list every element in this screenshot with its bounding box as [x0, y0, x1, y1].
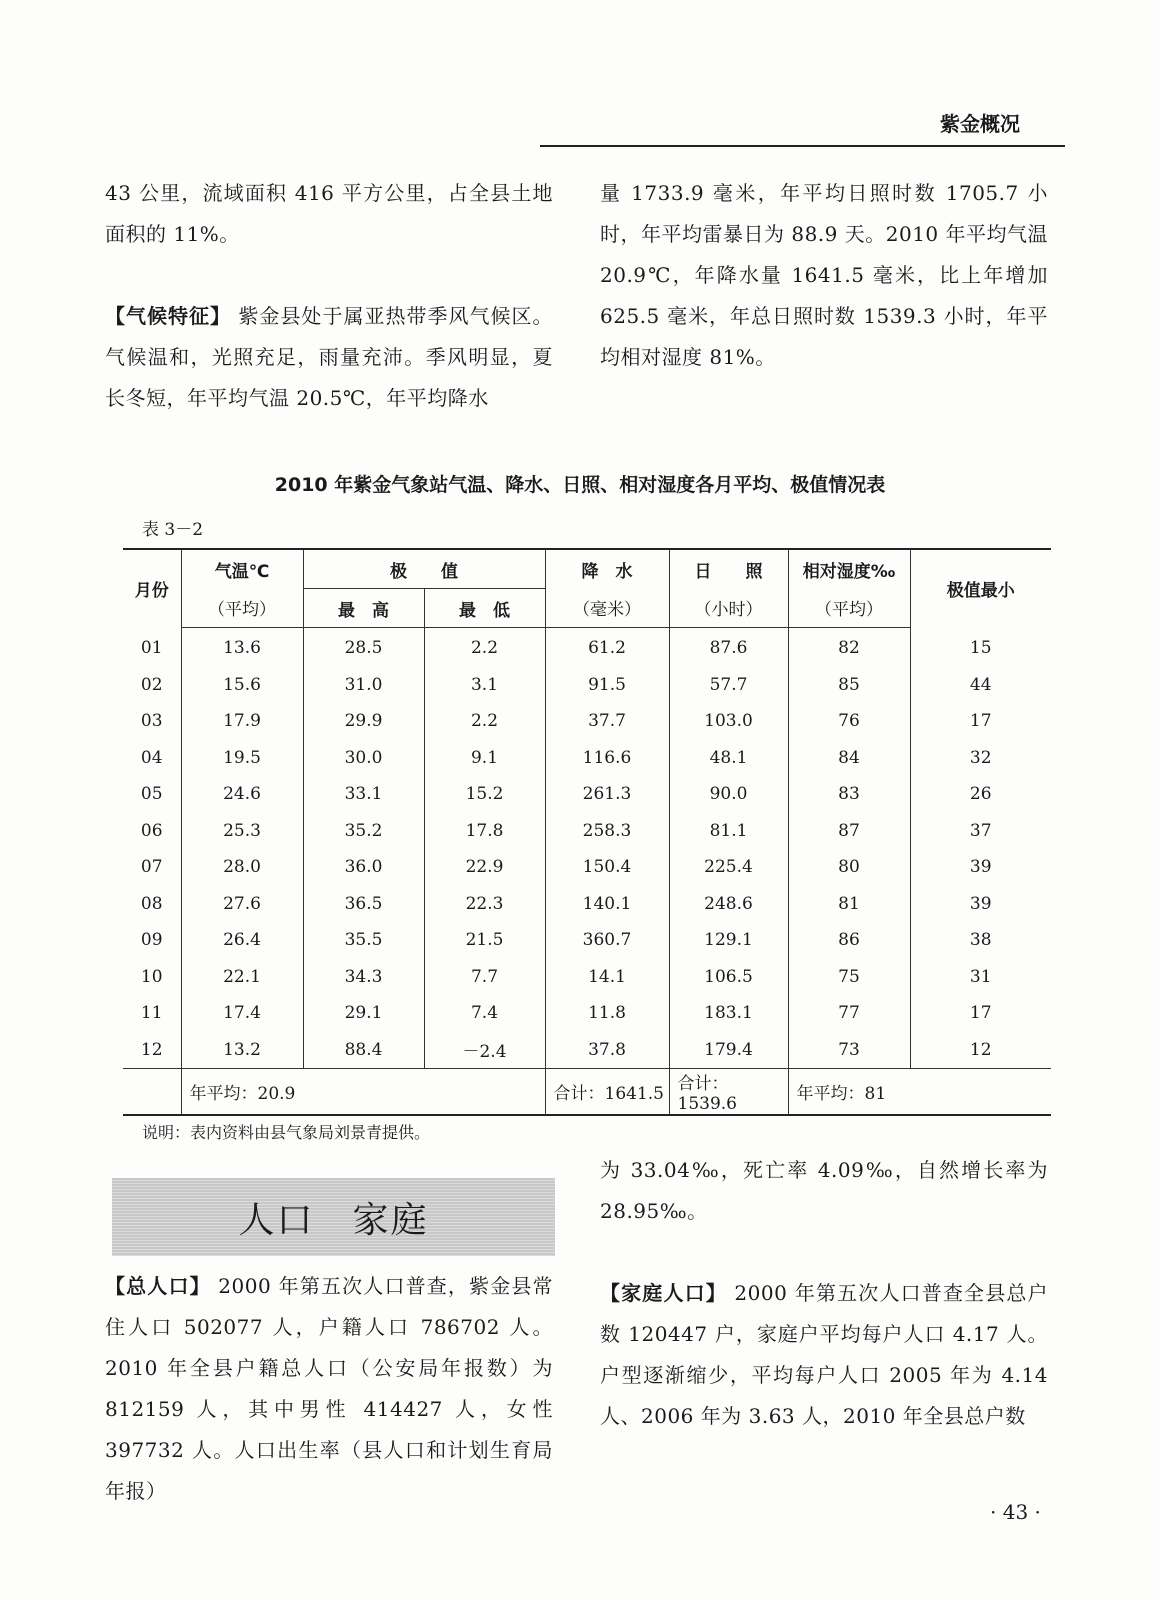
footer-temp-avg: 年平均：20.9: [181, 1069, 545, 1116]
table-cell: 28.5: [303, 628, 424, 667]
climate-text: 紫金县处于属亚热带季风气候区。气候温和，光照充足，雨量充沛。季风明显，夏长冬短，年平均气温 20.5℃，年平均降水: [105, 304, 554, 410]
table-cell: 103.0: [669, 703, 788, 740]
table-number: 表 3－2: [142, 520, 204, 540]
table-cell: 24.6: [181, 776, 303, 813]
right-column-bottom: [600, 1150, 1048, 1437]
table-cell: 15.2: [424, 776, 545, 813]
table-cell: 2.2: [424, 628, 545, 667]
table-cell: 140.1: [545, 886, 669, 923]
table-cell: 81: [788, 886, 910, 923]
table-row: [123, 703, 1051, 740]
table-cell: 85: [788, 667, 910, 704]
table-cell: 31.0: [303, 667, 424, 704]
col-header-month: 月份: [134, 581, 169, 602]
table-note: 说明：表内资料由县气象局刘景青提供。: [142, 1123, 431, 1142]
table-cell: －2.4: [424, 1032, 545, 1069]
table-cell: 88.4: [303, 1032, 424, 1069]
table-cell: 34.3: [303, 959, 424, 996]
table-cell: 30.0: [303, 740, 424, 777]
table-cell: 11: [140, 1003, 163, 1024]
table-cell: 84: [788, 740, 910, 777]
table-cell: 37.7: [545, 703, 669, 740]
table-cell: 80: [788, 849, 910, 886]
table-cell: 116.6: [545, 740, 669, 777]
table-cell: 33.1: [303, 776, 424, 813]
table-cell: 90.0: [669, 776, 788, 813]
table-cell: 11.8: [545, 995, 669, 1032]
table-cell: 87: [788, 813, 910, 850]
col-header-min: 最 低: [424, 589, 545, 628]
family-tag: 【家庭人口】: [600, 1281, 727, 1305]
table-cell: 37: [910, 813, 1051, 850]
table-cell: 35.5: [303, 922, 424, 959]
table-cell: 87.6: [669, 628, 788, 667]
table-cell: 36.0: [303, 849, 424, 886]
table-cell: 12: [910, 1032, 1051, 1069]
table-row: [123, 628, 1051, 667]
climate-tag: 【气候特征】: [105, 304, 232, 328]
table-cell: 39: [910, 849, 1051, 886]
table-cell: 14.1: [545, 959, 669, 996]
table-cell: 05: [140, 784, 163, 805]
table-cell: 7.7: [424, 959, 545, 996]
table-cell: 73: [788, 1032, 910, 1069]
table-cell: 61.2: [545, 628, 669, 667]
col-subheader-sun: （小时）: [669, 589, 788, 628]
col-header-hum-min: 极值最小: [910, 549, 1051, 628]
table-cell: 21.5: [424, 922, 545, 959]
table-cell: 27.6: [181, 886, 303, 923]
col-subheader-rain: （毫米）: [545, 589, 669, 628]
left-column-top: [105, 173, 553, 419]
table-cell: 129.1: [669, 922, 788, 959]
table-cell: 38: [910, 922, 1051, 959]
table-cell: 76: [788, 703, 910, 740]
table-cell: 36.5: [303, 886, 424, 923]
table-cell: 17.4: [181, 995, 303, 1032]
table-cell: 35.2: [303, 813, 424, 850]
table-cell: 248.6: [669, 886, 788, 923]
table-row: [123, 740, 1051, 777]
table-cell: 106.5: [669, 959, 788, 996]
table-row: [123, 849, 1051, 886]
table-cell: 17: [910, 703, 1051, 740]
section-header: [112, 1178, 555, 1256]
table-cell: 26: [910, 776, 1051, 813]
table-cell: 07: [140, 857, 163, 878]
table-cell: 91.5: [545, 667, 669, 704]
table-cell: 13.6: [181, 628, 303, 667]
table-cell: 26.4: [181, 922, 303, 959]
table-cell: 02: [140, 674, 163, 695]
table-cell: 29.1: [303, 995, 424, 1032]
header-rule: [540, 145, 1065, 147]
table-cell: 37.8: [545, 1032, 669, 1069]
table-cell: 261.3: [545, 776, 669, 813]
table-cell: 75: [788, 959, 910, 996]
table-cell: 06: [140, 820, 163, 841]
col-subheader-humidity: （平均）: [788, 589, 910, 628]
table-cell: 183.1: [669, 995, 788, 1032]
table-cell: 150.4: [545, 849, 669, 886]
population-tag: 【总人口】: [105, 1274, 211, 1298]
running-header: 紫金概况: [940, 112, 1020, 136]
paragraph-climate-continued: 量 1733.9 毫米，年平均日照时数 1705.7 小时，年平均雷暴日为 88.9 天。2010 年平均气温 20.9℃，年降水量 1641.5 毫米，比上年增加 625.5 毫米，年总日照时数 1539.3 小时，年平均相对湿度 81%。: [600, 181, 1049, 369]
paragraph-river: 43 公里，流域面积 416 平方公里，占全县土地面积的 11%。: [105, 181, 553, 246]
table-cell: 22.9: [424, 849, 545, 886]
table-cell: 08: [140, 893, 163, 914]
col-header-sun: 日 照: [669, 549, 788, 589]
col-header-humidity: 相对湿度‰: [788, 549, 910, 589]
col-header-max: 最 高: [303, 589, 424, 628]
table-cell: 17.9: [181, 703, 303, 740]
table-cell: 179.4: [669, 1032, 788, 1069]
table-row: [123, 886, 1051, 923]
table-cell: 12: [140, 1039, 163, 1060]
table-cell: 7.4: [424, 995, 545, 1032]
table-cell: 10: [140, 966, 163, 987]
paragraph-population-continued: 为 33.04‰，死亡率 4.09‰，自然增长率为 28.95‰。: [600, 1158, 1048, 1223]
left-column-bottom: [105, 1266, 553, 1512]
table-cell: 22.1: [181, 959, 303, 996]
table-cell: 3.1: [424, 667, 545, 704]
table-cell: 9.1: [424, 740, 545, 777]
table-cell: 360.7: [545, 922, 669, 959]
table-cell: 32: [910, 740, 1051, 777]
table-cell: 86: [788, 922, 910, 959]
table-row: [123, 995, 1051, 1032]
climate-table: [123, 548, 1051, 1116]
table-cell: 225.4: [669, 849, 788, 886]
table-cell: 48.1: [669, 740, 788, 777]
family-text: 2000 年第五次人口普查全县总户数 120447 户，家庭户平均每户人口 4.17 人。户型逐渐缩少，平均每户人口 2005 年为 4.14 人、2006 年为 3.63 人，2010 年全县总户数: [600, 1281, 1049, 1428]
table-cell: 77: [788, 995, 910, 1032]
col-subheader-temp: （平均）: [181, 589, 303, 628]
paragraph-family: [600, 1273, 1048, 1437]
table-title: 2010 年紫金气象站气温、降水、日照、相对湿度各月平均、极值情况表: [274, 474, 886, 496]
table-cell: 17.8: [424, 813, 545, 850]
footer-hum-avg: 年平均：81: [788, 1069, 1051, 1116]
col-header-extreme: 极 值: [303, 549, 545, 589]
table-row: [123, 922, 1051, 959]
table-cell: 13.2: [181, 1032, 303, 1069]
population-text: 2000 年第五次人口普查，紫金县常住人口 502077 人，户籍人口 786702 人。2010 年全县户籍总人口（公安局年报数）为 812159 人，其中男性 414427 人，女性 397732 人。人口出生率（县人口和计划生育局年报）: [105, 1274, 553, 1503]
table-row: [123, 667, 1051, 704]
table-cell: 39: [910, 886, 1051, 923]
table-cell: 82: [788, 628, 910, 667]
table-cell: 57.7: [669, 667, 788, 704]
table-row: [123, 1032, 1051, 1069]
right-column-top: [600, 173, 1048, 378]
col-header-rain: 降 水: [545, 549, 669, 589]
table-row: [123, 959, 1051, 996]
table-cell: 19.5: [181, 740, 303, 777]
table-row: [123, 776, 1051, 813]
table-cell: 03: [140, 711, 163, 732]
footer-rain-total: 合计：1641.5: [545, 1069, 669, 1116]
paragraph-climate: [105, 296, 553, 419]
table-cell: 09: [140, 930, 163, 951]
page-number: · 43 ·: [990, 1500, 1041, 1524]
table-cell: 15: [910, 628, 1051, 667]
table-cell: 2.2: [424, 703, 545, 740]
table-cell: 31: [910, 959, 1051, 996]
table-cell: 83: [788, 776, 910, 813]
table-cell: 81.1: [669, 813, 788, 850]
table-cell: 25.3: [181, 813, 303, 850]
section-title: 人口 家庭: [238, 1199, 429, 1241]
table-cell: 258.3: [545, 813, 669, 850]
table-cell: 22.3: [424, 886, 545, 923]
table-cell: 29.9: [303, 703, 424, 740]
table-cell: 17: [910, 995, 1051, 1032]
col-header-temp: 气温℃: [181, 549, 303, 589]
footer-sun-total: 合计：1539.6: [669, 1069, 788, 1116]
table-row: [123, 813, 1051, 850]
table-cell: 01: [140, 638, 163, 658]
table-cell: 28.0: [181, 849, 303, 886]
table-cell: 15.6: [181, 667, 303, 704]
table-cell: 04: [140, 747, 163, 768]
paragraph-population: [105, 1266, 553, 1512]
table-cell: 44: [910, 667, 1051, 704]
